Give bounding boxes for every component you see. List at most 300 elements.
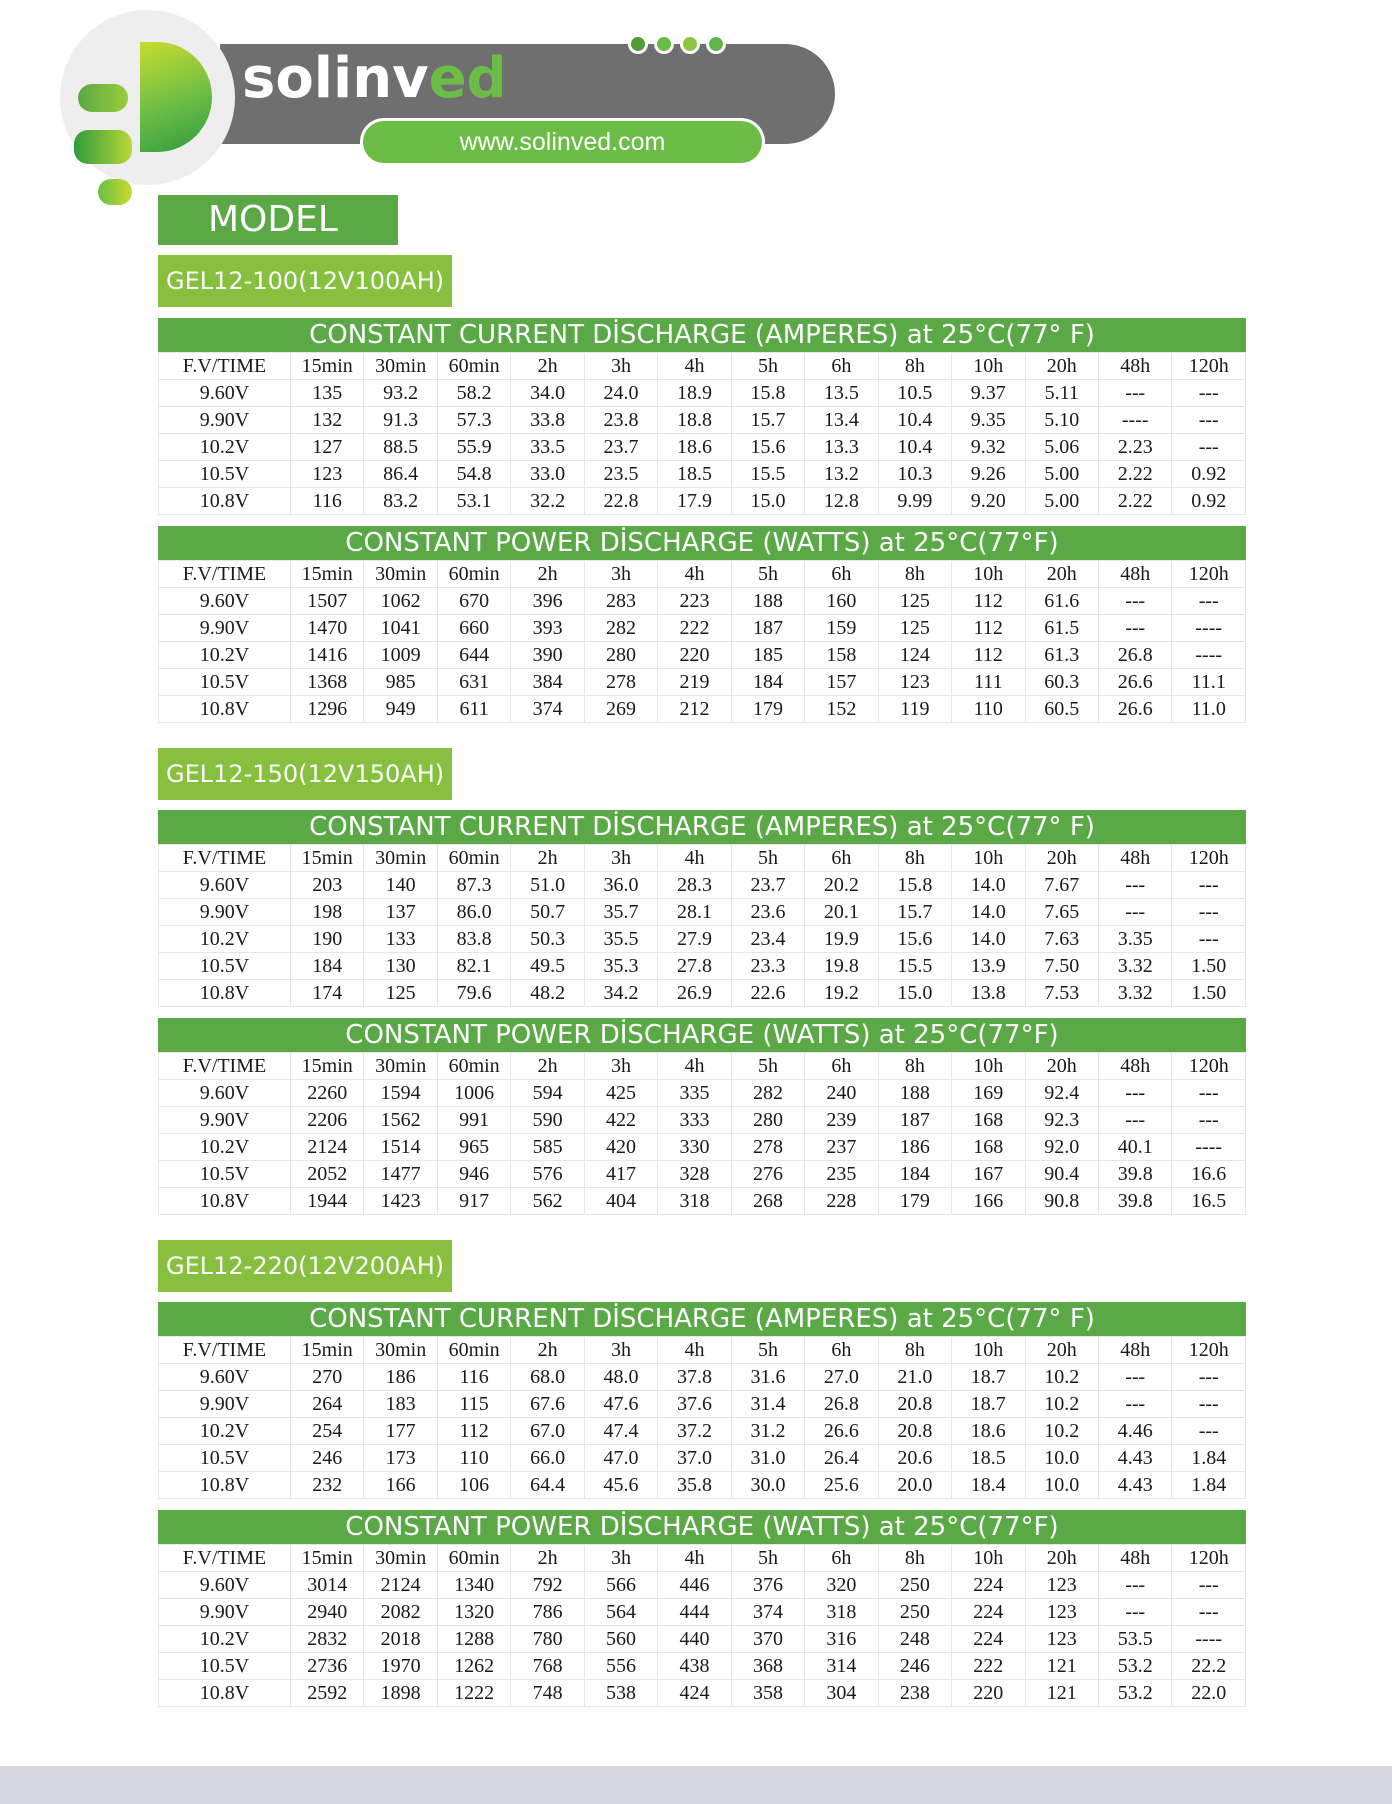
value-cell: 112	[952, 642, 1025, 669]
value-cell: 110	[952, 696, 1025, 723]
value-cell: 121	[1025, 1653, 1098, 1680]
value-cell: ---	[1172, 1080, 1246, 1107]
value-cell: ---	[1098, 1599, 1171, 1626]
value-cell: 26.6	[1098, 669, 1171, 696]
table-header-row	[159, 1545, 1246, 1572]
value-cell: 13.5	[805, 380, 878, 407]
value-cell: 166	[364, 1472, 437, 1499]
current-discharge-block	[158, 1302, 1246, 1499]
value-cell: ----	[1172, 1134, 1246, 1161]
value-cell: 946	[437, 1161, 510, 1188]
voltage-cell: 9.90V	[159, 407, 291, 434]
voltage-cell: 10.2V	[159, 1626, 291, 1653]
power-discharge-block	[158, 1510, 1246, 1707]
value-cell: 282	[731, 1080, 804, 1107]
value-cell: 1062	[364, 588, 437, 615]
value-cell: 79.6	[437, 980, 510, 1007]
logo-dots	[628, 34, 726, 54]
value-cell: 60.5	[1025, 696, 1098, 723]
value-cell: 92.4	[1025, 1080, 1098, 1107]
table-row	[159, 1626, 1246, 1653]
value-cell: 45.6	[584, 1472, 657, 1499]
power-discharge-table	[158, 560, 1246, 723]
value-cell: 53.1	[437, 488, 510, 515]
value-cell: 420	[584, 1134, 657, 1161]
footer-bar	[0, 1766, 1392, 1804]
value-cell: 31.2	[731, 1418, 804, 1445]
column-header: 120h	[1172, 845, 1246, 872]
value-cell: 917	[437, 1188, 510, 1215]
value-cell: 15.0	[731, 488, 804, 515]
column-header: 6h	[805, 1545, 878, 1572]
table-row	[159, 1653, 1246, 1680]
column-header: 48h	[1098, 845, 1171, 872]
value-cell: 237	[805, 1134, 878, 1161]
column-header: 30min	[364, 353, 437, 380]
column-header: 30min	[364, 1337, 437, 1364]
voltage-cell: 10.5V	[159, 1161, 291, 1188]
column-header: 2h	[511, 353, 584, 380]
table-row	[159, 1680, 1246, 1707]
column-header: F.V/TIME	[159, 561, 291, 588]
value-cell: 22.0	[1172, 1680, 1246, 1707]
value-cell: 965	[437, 1134, 510, 1161]
column-header: 3h	[584, 1053, 657, 1080]
table-row	[159, 588, 1246, 615]
table-row	[159, 872, 1246, 899]
value-cell: 2018	[364, 1626, 437, 1653]
value-cell: 32.2	[511, 488, 584, 515]
column-header: 3h	[584, 845, 657, 872]
column-header: 5h	[731, 845, 804, 872]
value-cell: 21.0	[878, 1364, 951, 1391]
value-cell: 20.8	[878, 1391, 951, 1418]
value-cell: 125	[364, 980, 437, 1007]
value-cell: 16.6	[1172, 1161, 1246, 1188]
value-cell: 35.7	[584, 899, 657, 926]
table-row	[159, 980, 1246, 1007]
column-header: 3h	[584, 353, 657, 380]
value-cell: 5.00	[1025, 461, 1098, 488]
value-cell: 33.5	[511, 434, 584, 461]
value-cell: 5.11	[1025, 380, 1098, 407]
brand-name-accent: ed	[428, 46, 507, 111]
value-cell: 10.4	[878, 407, 951, 434]
value-cell: 1944	[291, 1188, 364, 1215]
value-cell: 61.3	[1025, 642, 1098, 669]
column-header: 5h	[731, 1053, 804, 1080]
value-cell: 13.9	[952, 953, 1025, 980]
value-cell: 169	[952, 1080, 1025, 1107]
column-header: 8h	[878, 845, 951, 872]
value-cell: 54.8	[437, 461, 510, 488]
voltage-cell: 10.2V	[159, 642, 291, 669]
current-discharge-block	[158, 318, 1246, 515]
value-cell: 611	[437, 696, 510, 723]
column-header: 5h	[731, 353, 804, 380]
value-cell: 130	[364, 953, 437, 980]
table-row	[159, 434, 1246, 461]
value-cell: 768	[511, 1653, 584, 1680]
value-cell: 123	[878, 669, 951, 696]
column-header: 8h	[878, 561, 951, 588]
value-cell: 112	[952, 588, 1025, 615]
value-cell: 10.3	[878, 461, 951, 488]
value-cell: 268	[731, 1188, 804, 1215]
value-cell: 23.7	[584, 434, 657, 461]
power-discharge-table	[158, 1052, 1246, 1215]
current-discharge-table	[158, 1336, 1246, 1499]
table-header-row	[159, 1337, 1246, 1364]
value-cell: ---	[1172, 1107, 1246, 1134]
column-header: 3h	[584, 561, 657, 588]
value-cell: ---	[1172, 407, 1246, 434]
value-cell: ---	[1172, 434, 1246, 461]
value-cell: 224	[952, 1599, 1025, 1626]
table-row	[159, 696, 1246, 723]
value-cell: 14.0	[952, 926, 1025, 953]
value-cell: 223	[658, 588, 731, 615]
column-header: 10h	[952, 845, 1025, 872]
value-cell: 187	[878, 1107, 951, 1134]
value-cell: 167	[952, 1161, 1025, 1188]
column-header: 10h	[952, 1053, 1025, 1080]
value-cell: 368	[731, 1653, 804, 1680]
value-cell: 374	[511, 696, 584, 723]
value-cell: 0.92	[1172, 488, 1246, 515]
voltage-cell: 10.5V	[159, 461, 291, 488]
table-row	[159, 953, 1246, 980]
value-cell: 116	[291, 488, 364, 515]
value-cell: 125	[878, 615, 951, 642]
value-cell: 15.7	[731, 407, 804, 434]
value-cell: 67.0	[511, 1418, 584, 1445]
value-cell: 333	[658, 1107, 731, 1134]
voltage-cell: 9.90V	[159, 899, 291, 926]
value-cell: 446	[658, 1572, 731, 1599]
column-header: 60min	[437, 1053, 510, 1080]
value-cell: 2832	[291, 1626, 364, 1653]
column-header: 2h	[511, 1337, 584, 1364]
value-cell: 2206	[291, 1107, 364, 1134]
value-cell: 1.50	[1172, 953, 1246, 980]
value-cell: 318	[658, 1188, 731, 1215]
value-cell: 112	[952, 615, 1025, 642]
value-cell: 1296	[291, 696, 364, 723]
value-cell: 404	[584, 1188, 657, 1215]
brand-name-main: solinv	[242, 46, 429, 111]
value-cell: 159	[805, 615, 878, 642]
value-cell: 644	[437, 642, 510, 669]
value-cell: 135	[291, 380, 364, 407]
column-header: 10h	[952, 1337, 1025, 1364]
value-cell: ---	[1098, 899, 1171, 926]
current-discharge-title: CONSTANT CURRENT DİSCHARGE (AMPERES) at 25°C(77° F)	[158, 318, 1246, 352]
value-cell: 17.9	[658, 488, 731, 515]
value-cell: 2.22	[1098, 461, 1171, 488]
value-cell: 384	[511, 669, 584, 696]
column-header: 15min	[291, 353, 364, 380]
column-header: 120h	[1172, 561, 1246, 588]
column-header: 10h	[952, 561, 1025, 588]
value-cell: 564	[584, 1599, 657, 1626]
value-cell: 1.50	[1172, 980, 1246, 1007]
value-cell: 31.4	[731, 1391, 804, 1418]
value-cell: 27.9	[658, 926, 731, 953]
value-cell: 88.5	[364, 434, 437, 461]
value-cell: ---	[1098, 1364, 1171, 1391]
value-cell: 10.0	[1025, 1472, 1098, 1499]
value-cell: 184	[291, 953, 364, 980]
value-cell: 40.1	[1098, 1134, 1171, 1161]
value-cell: 396	[511, 588, 584, 615]
value-cell: 224	[952, 1626, 1025, 1653]
value-cell: 119	[878, 696, 951, 723]
value-cell: 68.0	[511, 1364, 584, 1391]
value-cell: 48.0	[584, 1364, 657, 1391]
value-cell: ----	[1172, 615, 1246, 642]
voltage-cell: 9.90V	[159, 1391, 291, 1418]
value-cell: 83.2	[364, 488, 437, 515]
column-header: 20h	[1025, 1337, 1098, 1364]
value-cell: 53.2	[1098, 1680, 1171, 1707]
value-cell: 31.0	[731, 1445, 804, 1472]
value-cell: ---	[1098, 615, 1171, 642]
value-cell: 121	[1025, 1680, 1098, 1707]
value-cell: 92.3	[1025, 1107, 1098, 1134]
value-cell: 248	[878, 1626, 951, 1653]
table-row	[159, 1572, 1246, 1599]
value-cell: 590	[511, 1107, 584, 1134]
value-cell: ---	[1172, 1391, 1246, 1418]
value-cell: 2082	[364, 1599, 437, 1626]
value-cell: 228	[805, 1188, 878, 1215]
value-cell: 949	[364, 696, 437, 723]
value-cell: 374	[731, 1599, 804, 1626]
table-row	[159, 461, 1246, 488]
model-name: GEL12-220(12V200AH)	[158, 1240, 452, 1292]
value-cell: 282	[584, 615, 657, 642]
value-cell: 13.4	[805, 407, 878, 434]
value-cell: 20.0	[878, 1472, 951, 1499]
value-cell: 47.6	[584, 1391, 657, 1418]
value-cell: ---	[1098, 588, 1171, 615]
column-header: 48h	[1098, 1337, 1171, 1364]
column-header: 15min	[291, 1337, 364, 1364]
value-cell: 137	[364, 899, 437, 926]
value-cell: ---	[1172, 380, 1246, 407]
column-header: 120h	[1172, 353, 1246, 380]
value-cell: 123	[291, 461, 364, 488]
column-header: 60min	[437, 1337, 510, 1364]
value-cell: 22.8	[584, 488, 657, 515]
column-header: 10h	[952, 353, 1025, 380]
value-cell: 20.8	[878, 1418, 951, 1445]
value-cell: 18.8	[658, 407, 731, 434]
value-cell: 1006	[437, 1080, 510, 1107]
column-header: 8h	[878, 1545, 951, 1572]
value-cell: 34.0	[511, 380, 584, 407]
value-cell: 2.22	[1098, 488, 1171, 515]
value-cell: 15.6	[731, 434, 804, 461]
table-row	[159, 669, 1246, 696]
value-cell: 2592	[291, 1680, 364, 1707]
column-header: 6h	[805, 561, 878, 588]
value-cell: ----	[1172, 1626, 1246, 1653]
column-header: 60min	[437, 561, 510, 588]
value-cell: 283	[584, 588, 657, 615]
value-cell: 187	[731, 615, 804, 642]
table-row	[159, 1391, 1246, 1418]
value-cell: 184	[878, 1161, 951, 1188]
value-cell: 2052	[291, 1161, 364, 1188]
value-cell: 66.0	[511, 1445, 584, 1472]
value-cell: 116	[437, 1364, 510, 1391]
value-cell: ---	[1098, 872, 1171, 899]
value-cell: 1041	[364, 615, 437, 642]
value-cell: 91.3	[364, 407, 437, 434]
value-cell: 184	[731, 669, 804, 696]
value-cell: 18.5	[658, 461, 731, 488]
value-cell: 33.0	[511, 461, 584, 488]
value-cell: 235	[805, 1161, 878, 1188]
value-cell: 212	[658, 696, 731, 723]
value-cell: 112	[437, 1418, 510, 1445]
table-row	[159, 1445, 1246, 1472]
value-cell: 92.0	[1025, 1134, 1098, 1161]
value-cell: 157	[805, 669, 878, 696]
table-row	[159, 407, 1246, 434]
value-cell: 158	[805, 642, 878, 669]
value-cell: 370	[731, 1626, 804, 1653]
voltage-cell: 9.90V	[159, 1599, 291, 1626]
power-discharge-block	[158, 1018, 1246, 1215]
value-cell: 585	[511, 1134, 584, 1161]
table-row	[159, 380, 1246, 407]
voltage-cell: 10.8V	[159, 1680, 291, 1707]
value-cell: 1477	[364, 1161, 437, 1188]
voltage-cell: 9.60V	[159, 872, 291, 899]
value-cell: 152	[805, 696, 878, 723]
value-cell: 35.3	[584, 953, 657, 980]
website-url[interactable]: www.solinved.com	[360, 118, 765, 166]
value-cell: 10.4	[878, 434, 951, 461]
value-cell: 127	[291, 434, 364, 461]
value-cell: 183	[364, 1391, 437, 1418]
value-cell: 198	[291, 899, 364, 926]
value-cell: 780	[511, 1626, 584, 1653]
value-cell: 110	[437, 1445, 510, 1472]
value-cell: 47.4	[584, 1418, 657, 1445]
value-cell: 50.7	[511, 899, 584, 926]
value-cell: 5.06	[1025, 434, 1098, 461]
voltage-cell: 9.60V	[159, 1364, 291, 1391]
power-discharge-title: CONSTANT POWER DİSCHARGE (WATTS) at 25°C(77°F)	[158, 526, 1246, 560]
column-header: 48h	[1098, 1545, 1171, 1572]
column-header: 15min	[291, 1053, 364, 1080]
value-cell: 320	[805, 1572, 878, 1599]
voltage-cell: 9.90V	[159, 1107, 291, 1134]
value-cell: ---	[1098, 380, 1171, 407]
value-cell: 219	[658, 669, 731, 696]
value-cell: 7.63	[1025, 926, 1098, 953]
column-header: 5h	[731, 1337, 804, 1364]
value-cell: 47.0	[584, 1445, 657, 1472]
power-discharge-table	[158, 1544, 1246, 1707]
value-cell: 23.5	[584, 461, 657, 488]
value-cell: 124	[878, 642, 951, 669]
table-row	[159, 1080, 1246, 1107]
value-cell: 18.6	[658, 434, 731, 461]
value-cell: ----	[1098, 407, 1171, 434]
value-cell: 1898	[364, 1680, 437, 1707]
value-cell: 13.8	[952, 980, 1025, 1007]
voltage-cell: 10.8V	[159, 1188, 291, 1215]
table-row	[159, 1364, 1246, 1391]
value-cell: ---	[1172, 1599, 1246, 1626]
value-cell: 23.3	[731, 953, 804, 980]
value-cell: 222	[658, 615, 731, 642]
column-header: 4h	[658, 353, 731, 380]
table-row	[159, 615, 1246, 642]
voltage-cell: 10.5V	[159, 669, 291, 696]
value-cell: 11.0	[1172, 696, 1246, 723]
value-cell: 2736	[291, 1653, 364, 1680]
value-cell: 270	[291, 1364, 364, 1391]
value-cell: 33.8	[511, 407, 584, 434]
value-cell: 37.2	[658, 1418, 731, 1445]
value-cell: ---	[1098, 1107, 1171, 1134]
column-header: 2h	[511, 561, 584, 588]
value-cell: 203	[291, 872, 364, 899]
value-cell: 173	[364, 1445, 437, 1472]
value-cell: 566	[584, 1572, 657, 1599]
value-cell: 49.5	[511, 953, 584, 980]
value-cell: 86.4	[364, 461, 437, 488]
value-cell: 190	[291, 926, 364, 953]
value-cell: 186	[878, 1134, 951, 1161]
column-header: 4h	[658, 561, 731, 588]
value-cell: 438	[658, 1653, 731, 1680]
column-header: 2h	[511, 845, 584, 872]
value-cell: 177	[364, 1418, 437, 1445]
column-header: 120h	[1172, 1053, 1246, 1080]
value-cell: 168	[952, 1107, 1025, 1134]
current-discharge-table	[158, 352, 1246, 515]
value-cell: 26.8	[1098, 642, 1171, 669]
value-cell: 5.10	[1025, 407, 1098, 434]
value-cell: 631	[437, 669, 510, 696]
value-cell: 133	[364, 926, 437, 953]
value-cell: 9.26	[952, 461, 1025, 488]
value-cell: 238	[878, 1680, 951, 1707]
voltage-cell: 10.2V	[159, 434, 291, 461]
value-cell: 748	[511, 1680, 584, 1707]
current-discharge-title: CONSTANT CURRENT DİSCHARGE (AMPERES) at 25°C(77° F)	[158, 810, 1246, 844]
value-cell: 20.2	[805, 872, 878, 899]
column-header: 30min	[364, 1545, 437, 1572]
table-row	[159, 1472, 1246, 1499]
value-cell: 160	[805, 588, 878, 615]
column-header: 4h	[658, 845, 731, 872]
value-cell: 53.2	[1098, 1653, 1171, 1680]
value-cell: 2124	[364, 1572, 437, 1599]
column-header: 4h	[658, 1545, 731, 1572]
column-header: 6h	[805, 1053, 878, 1080]
value-cell: 30.0	[731, 1472, 804, 1499]
column-header: 5h	[731, 561, 804, 588]
value-cell: 9.35	[952, 407, 1025, 434]
